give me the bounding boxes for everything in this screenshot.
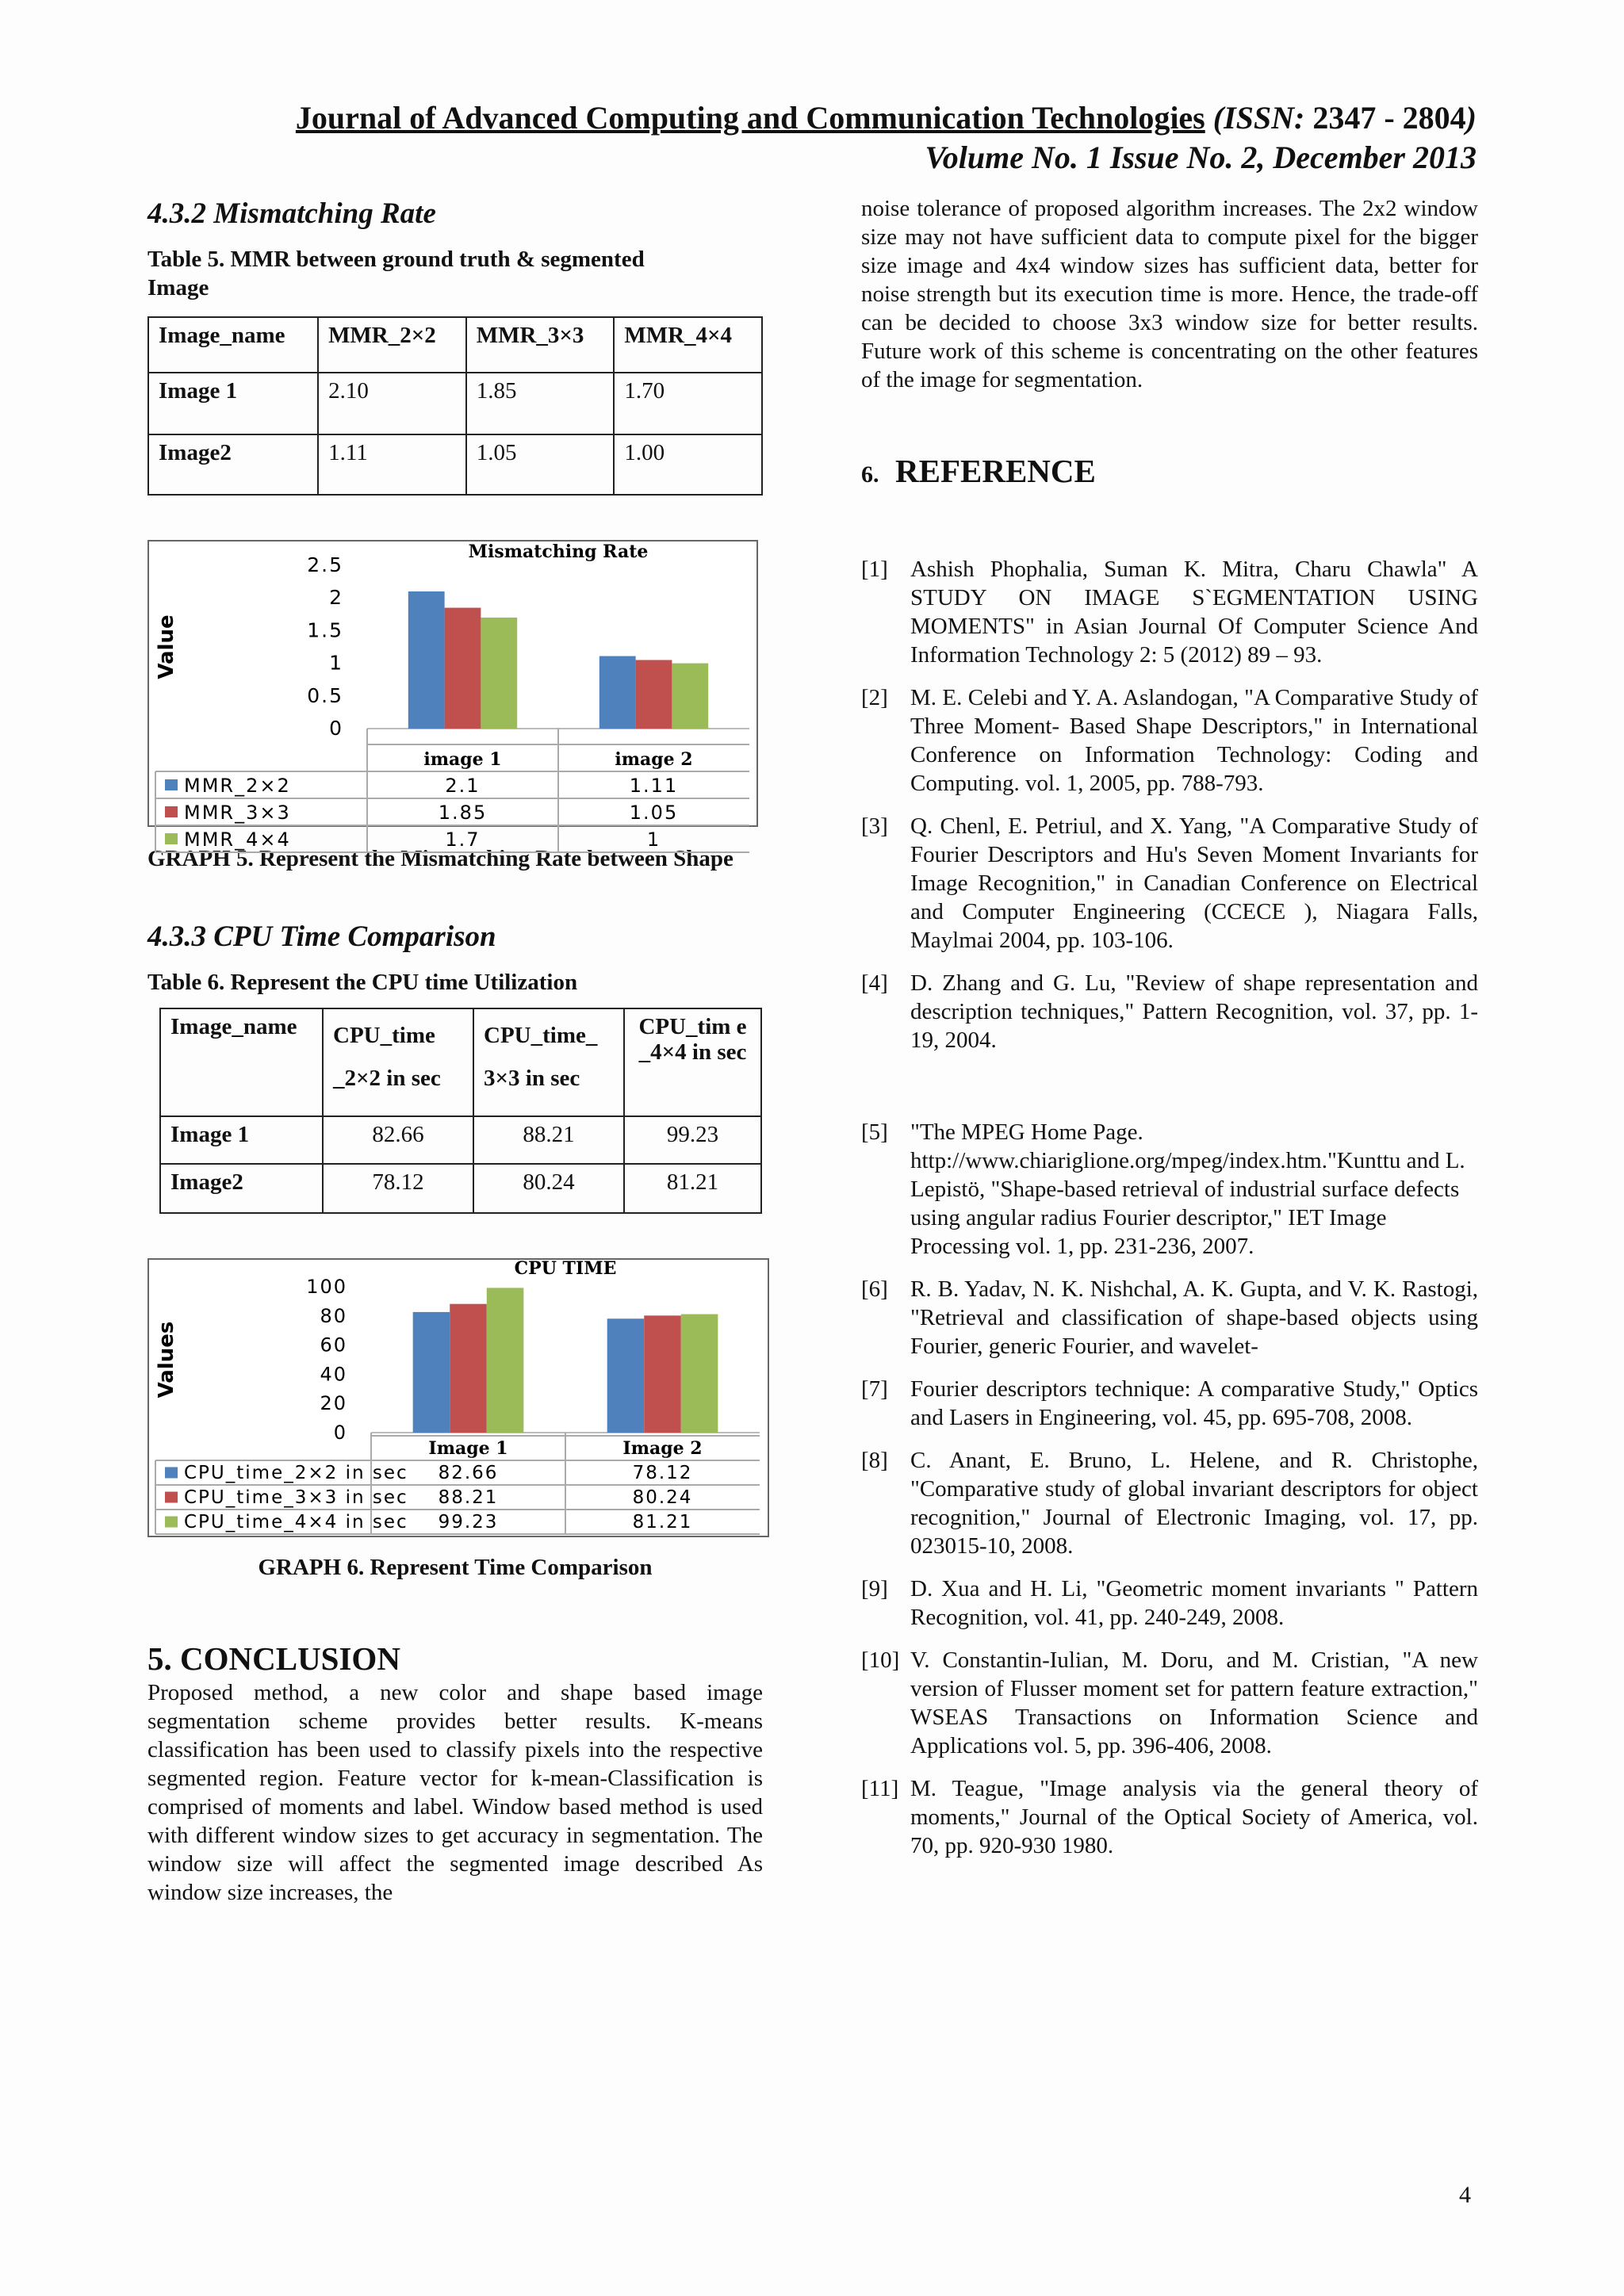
table-header-cell: CPU_time _2×2 in sec [323, 1008, 473, 1116]
reference-text: M. Teague, "Image analysis via the general theory of moments," Journal of the Optical Society of America, vol. 70, pp. 920-930 1980. [910, 1776, 1478, 1858]
reference-item [861, 1118, 1478, 1261]
graph5-caption: GRAPH 5. Represent the Mismatching Rate between Shape [147, 846, 733, 871]
y-tick-label: 2 [329, 586, 343, 610]
journal-title: Journal of Advanced Computing and Communication Technologies [295, 100, 1205, 136]
y-tick-label: 0 [329, 717, 343, 740]
reference-number: [2] [861, 685, 888, 710]
reference-item [861, 1375, 1478, 1432]
y-tick-label: 0 [333, 1422, 347, 1444]
table-row [160, 1116, 761, 1164]
table-cell: 2.10 [318, 373, 466, 434]
legend-label: MMR_3×3 [184, 802, 291, 824]
data-value-label: 81.21 [632, 1512, 693, 1533]
legend-label: MMR_2×2 [184, 775, 291, 797]
bar-cpu-time-4-4-in-sec-image-1 [487, 1288, 524, 1433]
y-tick-label: 80 [320, 1304, 347, 1327]
reference-number: [9] [861, 1576, 888, 1601]
legend-swatch [165, 833, 178, 844]
reference-number: [10] [861, 1647, 900, 1673]
mismatching-rate-chart [147, 540, 758, 851]
bar-cpu-time-2-2-in-sec-image-2 [607, 1318, 645, 1433]
reference-text: Ashish Phophalia, Suman K. Mitra, Charu Chawla" A STUDY ON IMAGE S`EGMENTATION USING MOMENTS" in Asian Journal Of Computer Science And Information Technology 2: 5 (2012) 89 – 93. [910, 557, 1478, 668]
bar-mmr-3-3-image-2 [636, 660, 672, 729]
table-cell: 88.21 [473, 1116, 624, 1164]
data-value-label: 88.21 [438, 1487, 499, 1508]
y-tick-label: 100 [306, 1276, 347, 1298]
table-row [148, 434, 762, 495]
table-header-cell: Image_name [160, 1008, 323, 1116]
table-cell: 1.85 [466, 373, 615, 434]
reference-text: D. Zhang and G. Lu, "Review of shape representation and description techniques," Pattern Recognition, vol. 37, pp. 1-19, 2004. [910, 970, 1478, 1053]
data-value-label: 82.66 [438, 1463, 499, 1483]
reference-text: V. Constantin-Iulian, M. Doru, and M. Cristian, "A new version of Flusser moment set for pattern feature extraction," WSEAS Transactions on Information Science and Applications vol. 5, pp. 396-406, 2008. [910, 1647, 1478, 1758]
reference-item [861, 555, 1478, 669]
right-column [861, 194, 1478, 1874]
reference-text: R. B. Yadav, N. K. Nishchal, A. K. Gupta, and V. K. Rastogi, "Retrieval and classification of shape-based objects using Fourier, generic Fourier, and wavelet- [910, 1276, 1478, 1359]
y-tick-label: 1.5 [307, 618, 343, 642]
legend-label: CPU_time_3×3 in sec [184, 1487, 408, 1508]
data-value-label: 1.05 [629, 802, 679, 824]
reference-section-number: 6. [861, 461, 879, 488]
y-axis-label: Value [155, 614, 178, 679]
table-cell: 1.05 [466, 434, 615, 495]
table-header-row [148, 317, 762, 373]
y-tick-label: 60 [320, 1334, 347, 1357]
issn-close: ) [1465, 100, 1477, 136]
reference-number: [1] [861, 557, 888, 582]
category-label: image 2 [615, 749, 693, 770]
bar-cpu-time-4-4-in-sec-image-2 [681, 1314, 718, 1433]
cpu-time-chart-svg [149, 1260, 768, 1536]
page-number: 4 [1459, 2182, 1471, 2208]
data-value-label: 80.24 [632, 1487, 693, 1508]
category-label: Image 2 [622, 1438, 703, 1459]
table-header-cell: CPU_tim e _4×4 in sec [624, 1008, 761, 1116]
legend-swatch [165, 806, 178, 817]
y-tick-label: 20 [320, 1392, 347, 1415]
graph6-caption: GRAPH 6. Represent Time Comparison [258, 1555, 653, 1580]
reference-text: D. Xua and H. Li, "Geometric moment invariants " Pattern Recognition, vol. 41, pp. 240-249, 2008. [910, 1576, 1478, 1630]
legend-swatch [165, 1492, 178, 1503]
conclusion-text-part2: noise tolerance of proposed algorithm increases. The 2x2 window size may not have sufficient data to compute pixel for the bigger size image and 4x4 window sizes has sufficient data, better for noise strength but its execution time is more. Hence, the trade-off can be decided to choose 3x3 window size for better results. Future work of this scheme is concentrating on the other features of the image for segmentation. [861, 196, 1478, 392]
cpu-time-chart [147, 1258, 769, 1537]
reference-number: [11] [861, 1776, 899, 1801]
data-value-label: 78.12 [632, 1463, 693, 1483]
chart-title: CPU TIME [514, 1258, 617, 1279]
legend-swatch [165, 1468, 178, 1479]
reference-number: [4] [861, 970, 888, 996]
table-header-cell: Image_name [148, 317, 318, 373]
bar-mmr-2-2-image-2 [599, 656, 636, 729]
bar-mmr-4-4-image-1 [481, 618, 517, 729]
reference-item [861, 1774, 1478, 1860]
legend-label: CPU_time_4×4 in sec [184, 1512, 408, 1533]
reference-number: [3] [861, 813, 888, 839]
reference-number: [8] [861, 1448, 888, 1473]
table-cell: Image 1 [160, 1116, 323, 1164]
reference-title: REFERENCE [895, 453, 1096, 489]
table-cell: 1.11 [318, 434, 466, 495]
reference-item [861, 1575, 1478, 1632]
data-value-label: 1.11 [629, 775, 679, 797]
bar-mmr-2-2-image-1 [408, 591, 445, 729]
table-cell: 82.66 [323, 1116, 473, 1164]
table-header-cell: CPU_time_ 3×3 in sec [473, 1008, 624, 1116]
table6 [159, 1008, 762, 1214]
table-header-cell: MMR_4×4 [614, 317, 762, 373]
table-cell: Image2 [160, 1164, 323, 1213]
table-row [160, 1164, 761, 1213]
issn-label: (ISSN: [1212, 100, 1305, 136]
chart-title: Mismatching Rate [468, 541, 649, 562]
bar-mmr-3-3-image-1 [445, 608, 481, 729]
reference-number: [5] [861, 1119, 888, 1145]
section-title-cpu-time: 4.3.3 CPU Time Comparison [147, 920, 496, 953]
table5 [147, 316, 763, 496]
reference-item [861, 812, 1478, 955]
legend-label: CPU_time_2×2 in sec [184, 1463, 408, 1483]
mismatching-rate-chart-svg [149, 541, 756, 851]
bar-cpu-time-3-3-in-sec-image-2 [644, 1315, 681, 1433]
reference-item [861, 683, 1478, 798]
running-header [252, 98, 1477, 178]
reference-number: [6] [861, 1276, 888, 1302]
y-tick-label: 0.5 [307, 683, 343, 707]
table-row [148, 373, 762, 434]
reference-item [861, 969, 1478, 1054]
reference-text: Q. Chenl, E. Petriul, and X. Yang, "A Comparative Study of Fourier Descriptors and Hu's Seven Moment Invariants for Image Recognition," in Canadian Conference on Electrical and Computer Engineering (CCECE ), Niagara Falls, Maylmai 2004, pp. 103-106. [910, 813, 1478, 953]
y-axis-label: Values [155, 1321, 178, 1399]
issn-number: 2347 - 2804 [1304, 100, 1466, 136]
reference-text: C. Anant, E. Bruno, L. Helene, and R. Christophe, "Comparative study of global invariant descriptors for object recognition," Journal of Electronic Imaging, vol. 17, pp. 023015-10, 2008. [910, 1448, 1478, 1559]
category-label: image 1 [423, 749, 502, 770]
journal-line [252, 98, 1477, 138]
table-cell: 1.00 [614, 434, 762, 495]
bar-cpu-time-3-3-in-sec-image-1 [450, 1304, 487, 1433]
data-value-label: 99.23 [438, 1512, 499, 1533]
legend-swatch [165, 779, 178, 790]
bar-mmr-4-4-image-2 [672, 664, 708, 729]
legend-label: MMR_4×4 [184, 828, 291, 851]
reference-item [861, 1646, 1478, 1760]
reference-text: Fourier descriptors technique: A comparative Study," Optics and Lasers in Engineering, vol. 45, pp. 695-708, 2008. [910, 1376, 1478, 1430]
table-cell: 81.21 [624, 1164, 761, 1213]
y-tick-label: 2.5 [307, 553, 343, 576]
y-tick-label: 40 [320, 1363, 347, 1386]
reference-number: [7] [861, 1376, 888, 1402]
data-value-label: 1 [646, 828, 661, 851]
section-title-mismatching-rate: 4.3.2 Mismatching Rate [147, 197, 436, 230]
conclusion-text-part1: Proposed method, a new color and shape based image segmentation scheme provides better results. K-means classification has been used to classify pixels into the respective segmented region. Feature vector for k-mean-Classification is comprised of moments and label. Window based method is used with different window sizes to get accuracy in segmentation. The window size will affect the segmented image described As window size increases, the [147, 1680, 763, 1905]
table5-caption: Table 5. MMR between ground truth & segmented Image [147, 247, 645, 300]
left-column [147, 194, 763, 1907]
category-label: Image 1 [428, 1438, 508, 1459]
table-cell: 1.70 [614, 373, 762, 434]
reference-text: M. E. Celebi and Y. A. Aslandogan, "A Comparative Study of Three Moment- Based Shape Descriptors," in International Conference on Information Technology: Coding and Computing. vol. 1, 2005, pp. 788-793. [910, 685, 1478, 796]
table-cell: 99.23 [624, 1116, 761, 1164]
legend-swatch [165, 1517, 178, 1528]
data-value-label: 1.85 [438, 802, 488, 824]
table-cell: Image2 [148, 434, 318, 495]
table-header-row [160, 1008, 761, 1116]
y-tick-label: 1 [329, 651, 343, 675]
table6-caption: Table 6. Represent the CPU time Utilization [147, 970, 578, 995]
data-value-label: 2.1 [445, 775, 481, 797]
reference-text: "The MPEG Home Page. http://www.chiariglione.org/mpeg/index.htm."Kunttu and L. Lepistö, "Shape-based retrieval of industrial surface defects using angular radius Fourier descriptor," IET Image Processing vol. 1, pp. 231-236, 2007. [910, 1119, 1465, 1259]
reference-item [861, 1275, 1478, 1360]
volume-line: Volume No. 1 Issue No. 2, December 2013 [925, 140, 1477, 175]
table-header-cell: MMR_2×2 [318, 317, 466, 373]
conclusion-heading: 5. CONCLUSION [147, 1640, 400, 1677]
table-header-cell: MMR_3×3 [466, 317, 615, 373]
reference-list [861, 555, 1478, 1860]
reference-item [861, 1446, 1478, 1560]
table-cell: Image 1 [148, 373, 318, 434]
bar-cpu-time-2-2-in-sec-image-1 [413, 1312, 450, 1433]
reference-heading [861, 451, 1478, 495]
table-cell: 80.24 [473, 1164, 624, 1213]
data-value-label: 1.7 [445, 828, 481, 851]
table-cell: 78.12 [323, 1164, 473, 1213]
